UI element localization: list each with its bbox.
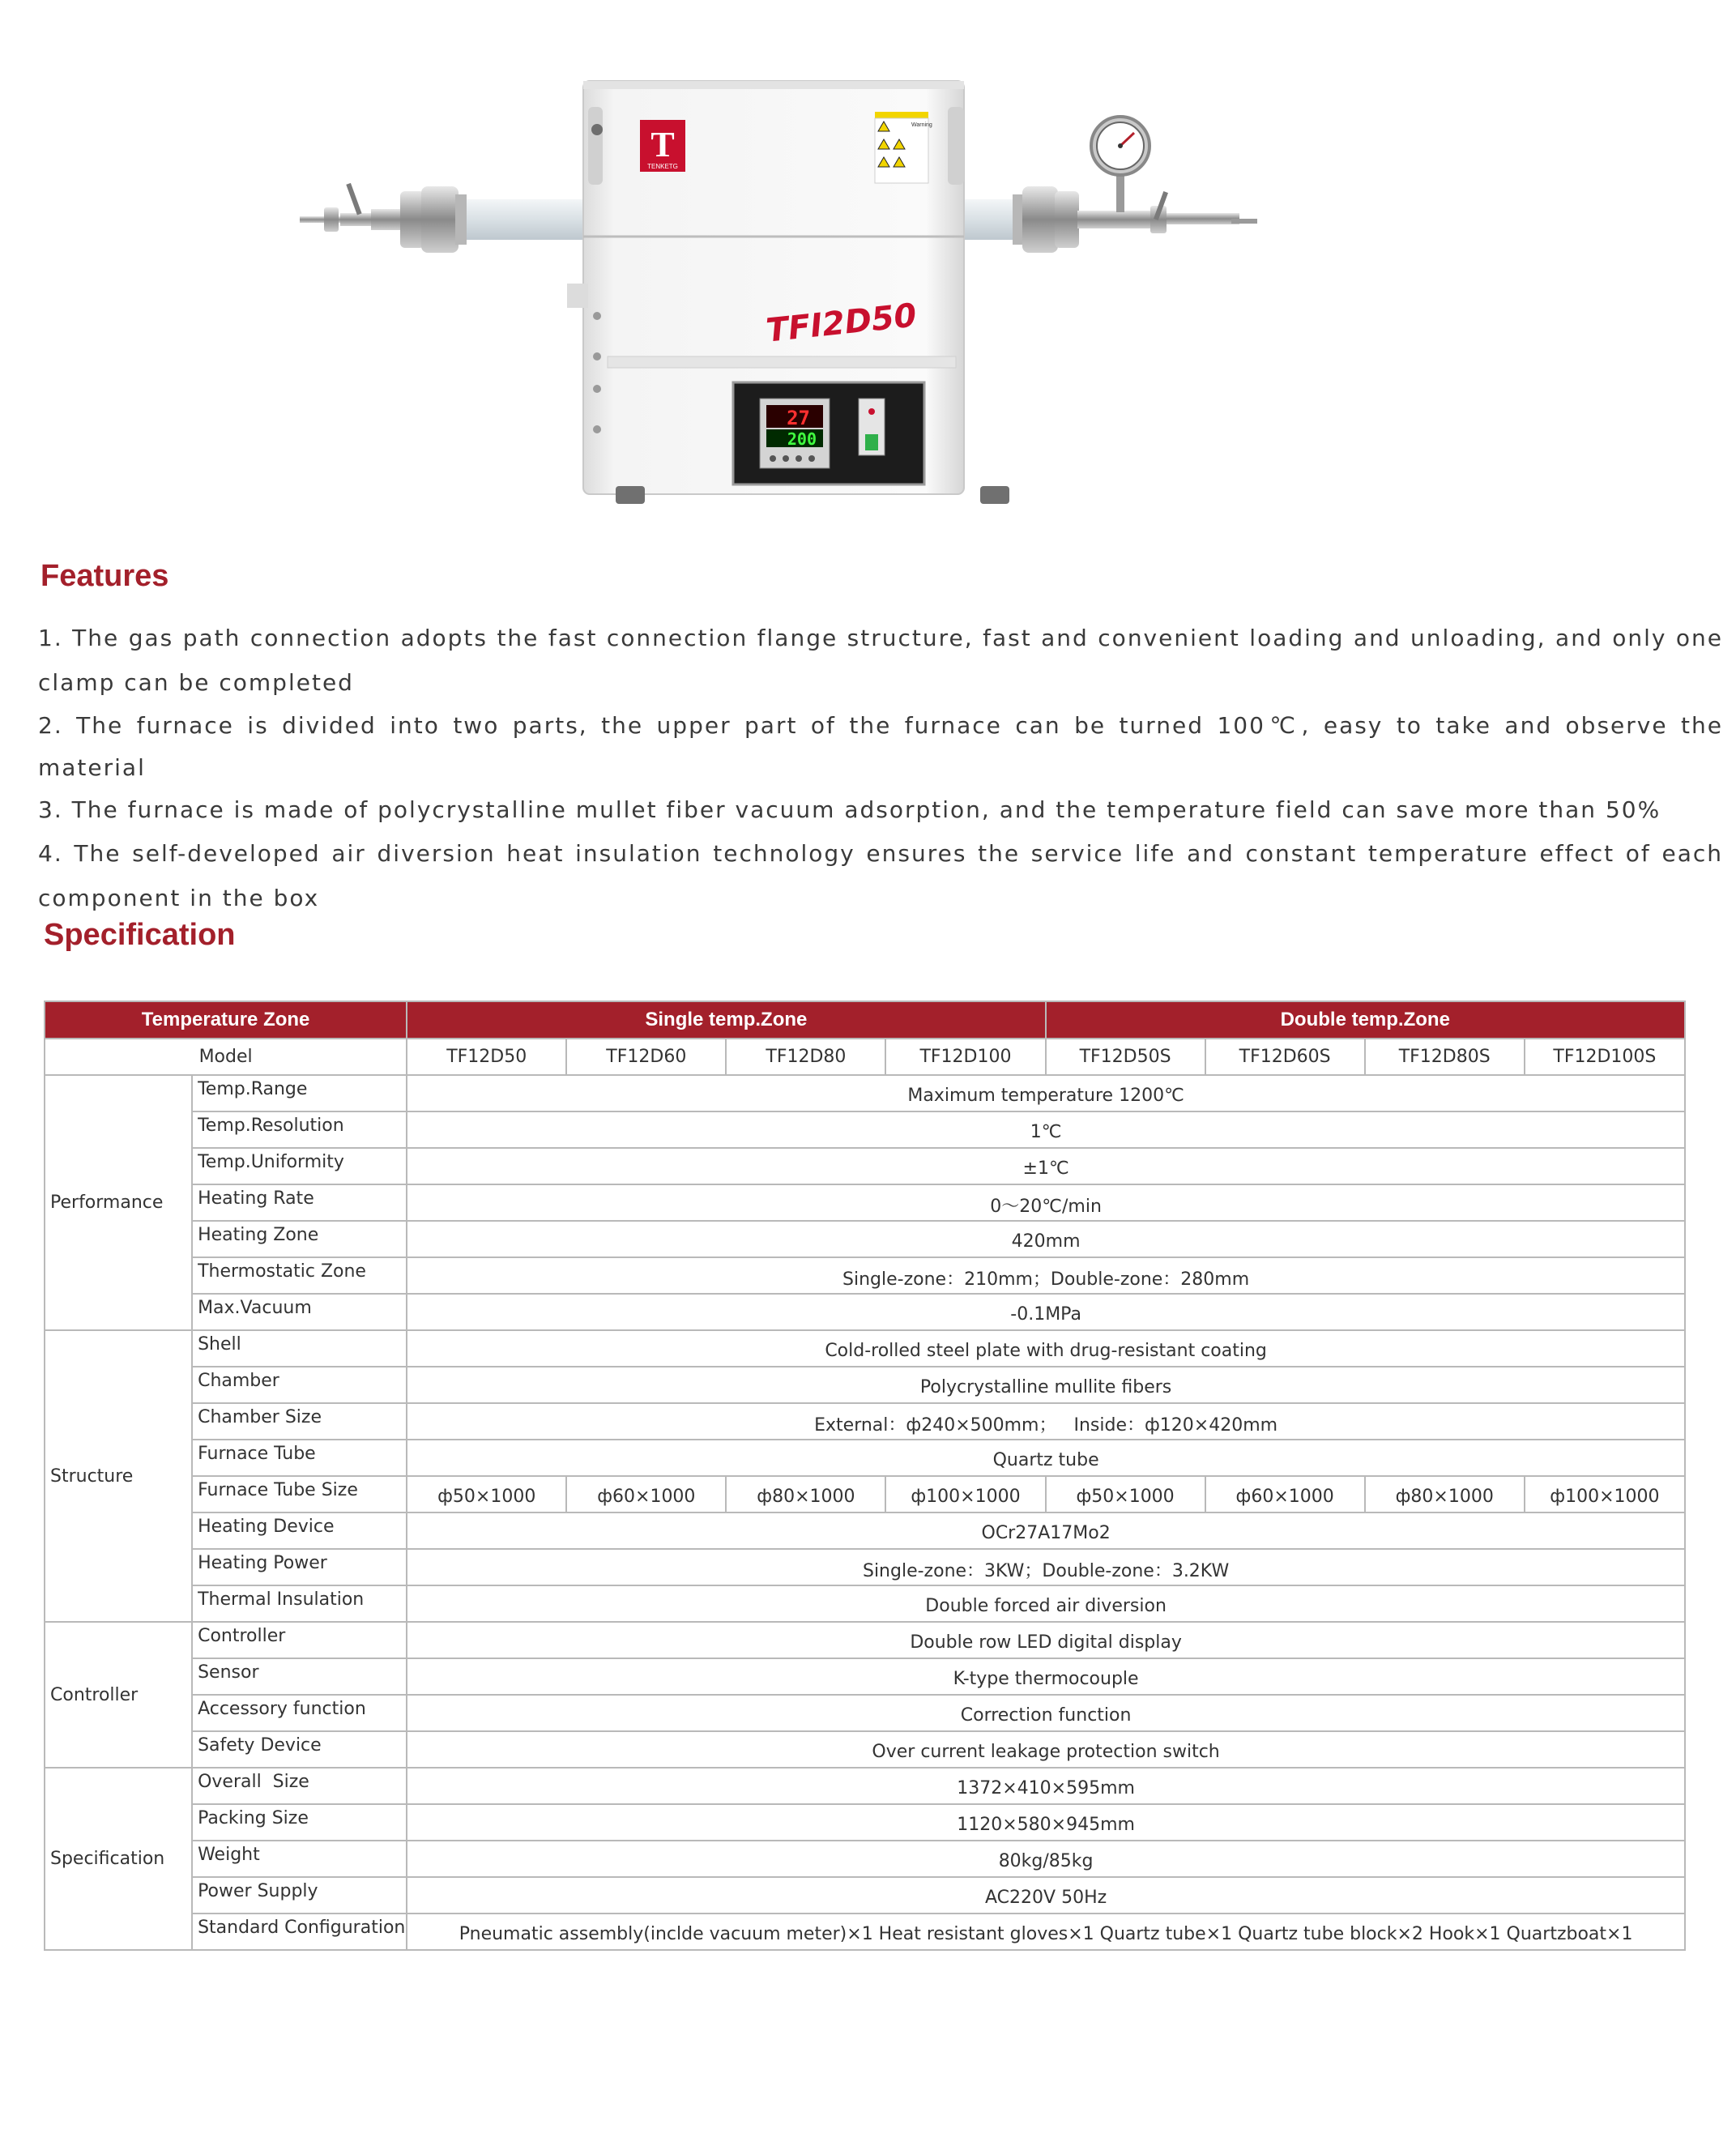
tube-size-cell: ф60×1000 <box>566 1476 726 1512</box>
param-value: Maximum temperature 1200℃ <box>407 1075 1685 1111</box>
param-label: Overall Size <box>192 1768 407 1804</box>
param-value: External：ф240×500mm； Inside：ф120×420mm <box>407 1403 1685 1440</box>
param-value: Double row LED digital display <box>407 1622 1685 1658</box>
table-row <box>45 1257 1685 1294</box>
param-label: Temp.Resolution <box>192 1111 407 1148</box>
param-value: K-type thermocouple <box>407 1658 1685 1695</box>
feature-item-3: 3. The furnace is made of polycrystalline mullet fiber vacuum adsorption, and the temperature field can save more than 50% <box>38 796 1661 823</box>
param-label: Shell <box>192 1330 407 1367</box>
model-cell: TF12D50S <box>1046 1039 1205 1075</box>
table-row <box>45 1221 1685 1257</box>
tube-furnace-product-image <box>300 49 1272 535</box>
table-row <box>45 1585 1685 1622</box>
param-value: 0～20℃/min <box>407 1184 1685 1221</box>
model-row <box>45 1039 1685 1075</box>
model-cell: TF12D50 <box>407 1039 566 1075</box>
tube-size-cell: ф60×1000 <box>1205 1476 1365 1512</box>
right-tube-assembly <box>944 117 1257 253</box>
model-cell: TF12D60S <box>1205 1039 1365 1075</box>
table-row <box>45 1877 1685 1914</box>
param-label: Standard Configuration <box>192 1914 407 1950</box>
param-value: Cold-rolled steel plate with drug-resistant coating <box>407 1330 1685 1367</box>
param-value: Pneumatic assembly(inclde vacuum meter)×1 Heat resistant gloves×1 Quartz tube×1 Quartz tube block×2 Hook×1 Quartzboat×1 <box>407 1914 1685 1950</box>
table-row <box>45 1512 1685 1549</box>
param-value: 80kg/85kg <box>407 1841 1685 1877</box>
svg-text:200: 200 <box>787 429 817 449</box>
param-value: ±1℃ <box>407 1148 1685 1184</box>
table-row <box>45 1841 1685 1877</box>
param-label: Sensor <box>192 1658 407 1695</box>
tube-size-cell: ф100×1000 <box>885 1476 1045 1512</box>
param-label: Heating Zone <box>192 1221 407 1257</box>
specification-heading: Specification <box>44 918 236 952</box>
table-row <box>45 1549 1685 1585</box>
param-label: Chamber Size <box>192 1403 407 1440</box>
param-label: Accessory function <box>192 1695 407 1731</box>
param-label: Weight <box>192 1841 407 1877</box>
param-label: Controller <box>192 1622 407 1658</box>
param-value: Double forced air diversion <box>407 1585 1685 1622</box>
model-cell: TF12D80S <box>1365 1039 1525 1075</box>
header-single-zone: Single temp.Zone <box>407 1001 1045 1039</box>
tube-size-cell: ф50×1000 <box>407 1476 566 1512</box>
param-value: Single-zone：210mm；Double-zone：280mm <box>407 1257 1685 1294</box>
svg-text:T: T <box>650 125 675 164</box>
param-label: Heating Device <box>192 1512 407 1549</box>
table-row <box>45 1695 1685 1731</box>
param-value: 1372×410×595mm <box>407 1768 1685 1804</box>
header-temperature-zone: Temperature Zone <box>45 1001 407 1039</box>
param-label: Heating Power <box>192 1549 407 1585</box>
param-label: Temp.Uniformity <box>192 1148 407 1184</box>
param-value: Over current leakage protection switch <box>407 1731 1685 1768</box>
table-row <box>45 1367 1685 1403</box>
param-label: Furnace Tube Size <box>192 1476 407 1512</box>
param-value: 420mm <box>407 1221 1685 1257</box>
param-value: -0.1MPa <box>407 1294 1685 1330</box>
feature-item-2: 2. The furnace is divided into two parts, the upper part of the furnace can be turned 100℃, easy to take and observe the material <box>38 712 1723 781</box>
param-label: Thermostatic Zone <box>192 1257 407 1294</box>
param-value: Quartz tube <box>407 1440 1685 1476</box>
table-row <box>45 1111 1685 1148</box>
param-label: Power Supply <box>192 1877 407 1914</box>
table-header-row <box>45 1001 1685 1039</box>
table-row <box>45 1658 1685 1695</box>
table-row <box>45 1914 1685 1950</box>
feature-item-1: 1. The gas path connection adopts the fast connection flange structure, fast and convenient loading and unloading, and only one clamp can be completed <box>38 625 1723 696</box>
table-row <box>45 1622 1685 1658</box>
param-label: Packing Size <box>192 1804 407 1841</box>
tube-size-cell: ф80×1000 <box>726 1476 885 1512</box>
param-value: 1℃ <box>407 1111 1685 1148</box>
table-row <box>45 1804 1685 1841</box>
features-heading: Features <box>41 559 169 593</box>
group-controller: Controller <box>45 1622 192 1768</box>
group-performance: Performance <box>45 1075 192 1330</box>
param-value: Correction function <box>407 1695 1685 1731</box>
param-value: 1120×580×945mm <box>407 1804 1685 1841</box>
table-row <box>45 1294 1685 1330</box>
model-cell: TF12D80 <box>726 1039 885 1075</box>
param-label: Chamber <box>192 1367 407 1403</box>
table-row <box>45 1768 1685 1804</box>
param-label: Temp.Range <box>192 1075 407 1111</box>
param-value: AC220V 50Hz <box>407 1877 1685 1914</box>
table-row <box>45 1731 1685 1768</box>
tube-size-cell: ф100×1000 <box>1525 1476 1685 1512</box>
param-label: Furnace Tube <box>192 1440 407 1476</box>
header-double-zone: Double temp.Zone <box>1046 1001 1685 1039</box>
group-specification: Specification <box>45 1768 192 1950</box>
model-cell: TF12D60 <box>566 1039 726 1075</box>
model-label: Model <box>45 1039 407 1075</box>
table-row <box>45 1440 1685 1476</box>
feature-item-4: 4. The self-developed air diversion heat insulation technology ensures the service life and constant temperature effect of each component in the box <box>38 840 1723 911</box>
table-row <box>45 1148 1685 1184</box>
group-structure: Structure <box>45 1330 192 1622</box>
svg-text:TENKETG: TENKETG <box>647 163 678 170</box>
model-cell: TF12D100 <box>885 1039 1045 1075</box>
model-cell: TF12D100S <box>1525 1039 1685 1075</box>
param-value: OCr27A17Mo2 <box>407 1512 1685 1549</box>
table-row <box>45 1403 1685 1440</box>
warning-labels <box>875 112 932 183</box>
brand-logo <box>640 120 685 172</box>
param-label: Heating Rate <box>192 1184 407 1221</box>
features-list <box>38 616 1723 920</box>
furnace-model-label: TFI2D50 <box>764 297 919 350</box>
specification-table <box>44 1001 1686 1951</box>
tube-size-cell: ф80×1000 <box>1365 1476 1525 1512</box>
param-label: Safety Device <box>192 1731 407 1768</box>
svg-text:Warning: Warning <box>911 122 932 128</box>
param-label: Max.Vacuum <box>192 1294 407 1330</box>
param-label: Thermal Insulation <box>192 1585 407 1622</box>
param-value: Polycrystalline mullite fibers <box>407 1367 1685 1403</box>
table-row <box>45 1330 1685 1367</box>
svg-text:27: 27 <box>787 407 810 429</box>
control-panel <box>733 382 924 484</box>
param-value: Single-zone：3KW；Double-zone：3.2KW <box>407 1549 1685 1585</box>
tube-size-cell: ф50×1000 <box>1046 1476 1205 1512</box>
left-tube-assembly <box>300 183 629 253</box>
table-row <box>45 1075 1685 1111</box>
table-row <box>45 1184 1685 1221</box>
table-row <box>45 1476 1685 1512</box>
